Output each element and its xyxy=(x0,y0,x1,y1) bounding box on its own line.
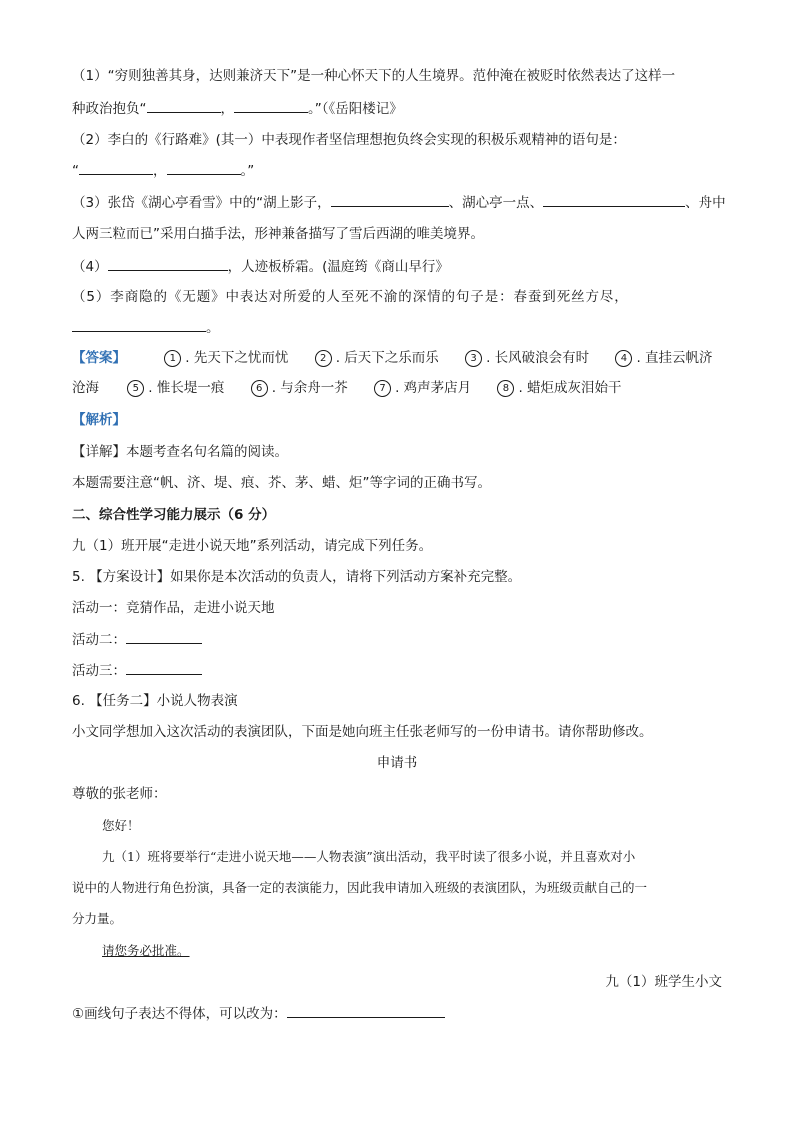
separator: ， xyxy=(220,101,234,117)
answer-blank[interactable] xyxy=(72,317,206,332)
answer-blank[interactable] xyxy=(543,192,685,207)
number-circle: 5 xyxy=(127,380,144,397)
answer-item xyxy=(497,378,621,398)
letter-closing-underlined: 请您务必批准。 xyxy=(102,943,190,958)
answer-item xyxy=(251,378,348,398)
answer-text: . 与余舟一芥 xyxy=(271,380,348,396)
number-circle: 2 xyxy=(315,350,332,367)
answer-text: . 蜡炬成灰泪始干 xyxy=(518,380,622,396)
q4-item4-line xyxy=(72,256,449,277)
sub-question-1-text: ①画线句子表达不得体，可以改为： xyxy=(72,1006,287,1022)
activity-1: 活动一：竞猜作品，走进小说天地 xyxy=(72,600,275,616)
q4-item1-line1: （1）“穷则独善其身，达则兼济天下”是一种心怀天下的人生境界。范仲淹在被贬时依然表达了这样一 xyxy=(72,68,676,84)
answer-blank[interactable] xyxy=(126,660,202,675)
separator: ， xyxy=(153,163,167,179)
letter-title: 申请书 xyxy=(376,755,418,771)
number-circle: 3 xyxy=(465,350,482,367)
answer-blank[interactable] xyxy=(79,160,153,175)
q4-item4-num: （4） xyxy=(72,259,108,275)
answer-line1 xyxy=(72,348,713,368)
answer-text: . 直挂云帆济 xyxy=(636,350,713,366)
q4-item3-text: 、舟中 xyxy=(685,195,726,211)
q4-item1-source: 。”（《岳阳楼记》 xyxy=(308,101,403,117)
q4-item3-line2: 人两三粒而已”采用白描手法，形神兼备描写了雪后西湖的唯美境界。 xyxy=(72,226,484,242)
q4-item3-text: （3）张岱《湖心亭看雪》中的“湖上影子， xyxy=(72,195,331,211)
answer-line2 xyxy=(72,378,622,398)
answer-text: 沧海 xyxy=(72,380,99,396)
activity-3-label: 活动三： xyxy=(72,663,126,679)
letter-salutation: 尊敬的张老师： xyxy=(72,786,167,802)
answer-item xyxy=(465,348,589,368)
section-intro: 九（1）班开展“走进小说天地”系列活动，请完成下列任务。 xyxy=(72,538,433,554)
period: 。 xyxy=(206,320,220,336)
analysis-note: 本题需要注意“帆、济、堤、痕、芥、茅、蜡、炬”等字词的正确书写。 xyxy=(72,475,491,491)
answer-text: . 先天下之忧而忧 xyxy=(185,350,289,366)
q4-item2-line1: （2）李白的《行路难》(其一）中表现作者坚信理想抱负终会实现的积极乐观精神的语句是： xyxy=(72,132,626,148)
letter-greeting: 您好！ xyxy=(102,818,140,833)
q4-item1-line2 xyxy=(72,98,403,119)
answer-text: . 长风破浪会有时 xyxy=(486,350,590,366)
answer-tag: 【答案】 xyxy=(72,350,126,366)
activity-2-label: 活动二： xyxy=(72,632,126,648)
answer-blank[interactable] xyxy=(147,98,221,113)
answer-item xyxy=(164,348,288,368)
answer-blank[interactable] xyxy=(167,160,241,175)
q4-item5-line2 xyxy=(72,317,220,338)
answer-text: . 惟长堤一痕 xyxy=(148,380,225,396)
analysis-tag: 【解析】 xyxy=(72,412,126,428)
activity-2 xyxy=(72,629,202,650)
question-6-description: 小文同学想加入这次活动的表演团队，下面是她向班主任张老师写的一份申请书。请你帮助修改。 xyxy=(72,724,653,740)
q4-item4-text: ，人迹板桥霜。(温庭筠《商山早行》 xyxy=(227,259,449,275)
q4-item2-line2 xyxy=(72,160,254,181)
q4-item5-line1: （5）李商隐的《无题》中表达对所爱的人至死不渝的深情的句子是：春蚕到死丝方尽， xyxy=(72,289,629,305)
answer-item xyxy=(615,348,712,368)
number-circle: 4 xyxy=(615,350,632,367)
answer-blank[interactable] xyxy=(234,98,308,113)
number-circle: 7 xyxy=(374,380,391,397)
letter-body-line2: 说中的人物进行角色扮演，具备一定的表演能力，因此我申请加入班级的表演团队，为班级贡献自己的一 xyxy=(72,880,648,895)
section-heading: 二、综合性学习能力展示（6 分） xyxy=(72,507,276,523)
answer-blank[interactable] xyxy=(287,1003,445,1018)
quote-close: 。” xyxy=(240,163,255,179)
question-5: 5. 【方案设计】如果你是本次活动的负责人，请将下列活动方案补充完整。 xyxy=(72,569,522,585)
sub-question-1 xyxy=(72,1003,445,1024)
letter-body-line3: 分力量。 xyxy=(72,911,123,926)
answer-item xyxy=(374,378,471,398)
answer-text: . 后天下之乐而乐 xyxy=(335,350,439,366)
q4-item3-text: 、湖心亭一点、 xyxy=(448,195,544,211)
answer-item xyxy=(315,348,439,368)
question-6: 6. 【任务二】小说人物表演 xyxy=(72,693,238,709)
letter-signature: 九（1）班学生小文 xyxy=(605,974,722,990)
answer-blank[interactable] xyxy=(126,629,202,644)
letter-body-line1: 九（1）班将要举行“走进小说天地——人物表演”演出活动，我平时读了很多小说，并且喜欢对小 xyxy=(102,849,636,864)
quote-open: “ xyxy=(72,163,79,179)
answer-item xyxy=(127,378,224,398)
answer-blank[interactable] xyxy=(108,256,228,271)
number-circle: 6 xyxy=(251,380,268,397)
number-circle: 8 xyxy=(497,380,514,397)
activity-3 xyxy=(72,660,202,681)
answer-blank[interactable] xyxy=(331,192,449,207)
answer-text: . 鸡声茅店月 xyxy=(395,380,472,396)
analysis-detail: 【详解】本题考查名句名篇的阅读。 xyxy=(72,444,288,460)
number-circle: 1 xyxy=(164,350,181,367)
q4-item3-line1 xyxy=(72,192,726,213)
q4-item1-text: 种政治抱负“ xyxy=(72,101,147,117)
